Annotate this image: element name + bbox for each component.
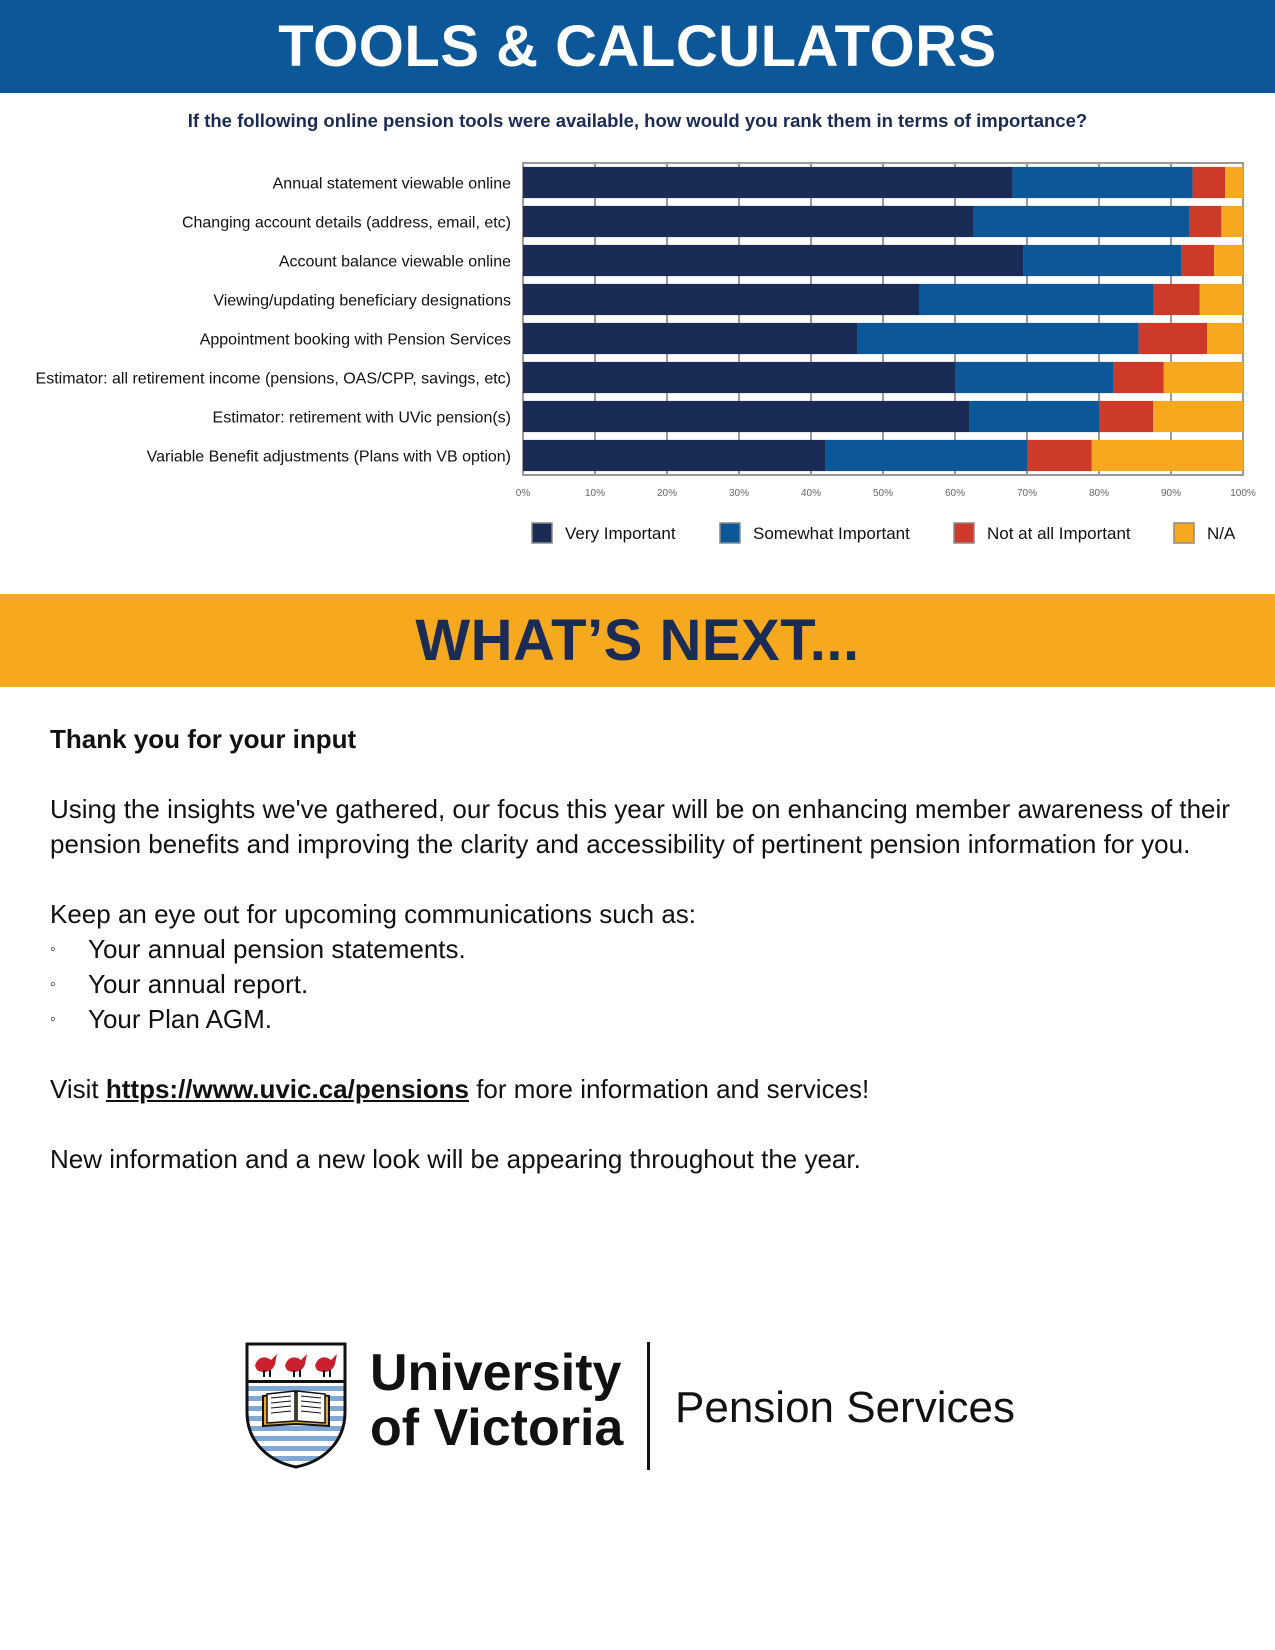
bar-segment	[955, 362, 1113, 393]
x-tick-label: 100%	[1230, 488, 1256, 499]
bar-segment	[1214, 245, 1243, 276]
bar-segment	[523, 401, 969, 432]
bar-segment	[1139, 323, 1207, 354]
bar-segment	[1225, 167, 1243, 198]
x-tick-label: 70%	[1016, 488, 1038, 499]
bar-segment	[523, 440, 825, 471]
insights-paragraph: Using the insights we've gathered, our focus this year will be on enhancing member awareness of their pension benefits and improving the clarity and accessibility of pertinent pension information for you.	[50, 794, 1230, 859]
bar-segment	[1099, 401, 1153, 432]
x-tick-label: 60%	[944, 488, 966, 499]
bullet-icon: ◦	[50, 976, 56, 993]
bar-segment	[523, 245, 1023, 276]
category-label: Viewing/updating beneficiary designations	[213, 292, 511, 310]
uvic-crest-icon	[243, 1340, 349, 1470]
bar-segment	[1027, 440, 1092, 471]
category-label: Account balance viewable online	[278, 253, 511, 271]
x-tick-label: 90%	[1160, 488, 1182, 499]
bar-segment	[1182, 245, 1214, 276]
bar-segment	[1193, 167, 1225, 198]
bullet-icon: ◦	[50, 941, 56, 958]
bar-segment	[858, 323, 1139, 354]
bar-segment	[523, 206, 973, 237]
x-tick-label: 20%	[656, 488, 678, 499]
stacked-bar-chart	[0, 155, 1275, 555]
bar-segment	[1092, 440, 1243, 471]
legend-label: Not at all Important	[987, 524, 1131, 543]
list-item: ◦ Your Plan AGM.	[50, 1002, 1240, 1037]
university-wordmark: University of Victoria	[370, 1344, 624, 1457]
content-heading: Thank you for your input	[50, 724, 357, 754]
bar-segment	[1164, 362, 1243, 393]
bar-segment	[1153, 401, 1243, 432]
list-intro: Keep an eye out for upcoming communications such as:	[50, 899, 697, 929]
x-tick-label: 80%	[1088, 488, 1110, 499]
bar-segment	[1113, 362, 1163, 393]
list-item: ◦ Your annual report.	[50, 967, 1240, 1002]
bar-segment	[1023, 245, 1181, 276]
legend-swatch	[532, 523, 552, 543]
logo-divider	[647, 1342, 650, 1470]
bar-segment	[1200, 284, 1243, 315]
header-banner	[0, 0, 1275, 93]
whats-next-banner	[0, 594, 1275, 687]
visit-line: Visit https://www.uvic.ca/pensions for more information and services!	[50, 1074, 870, 1104]
page-title: TOOLS & CALCULATORS	[278, 14, 997, 79]
category-label: Appointment booking with Pension Services	[199, 331, 511, 349]
legend-label: Somewhat Important	[753, 524, 910, 543]
category-label: Variable Benefit adjustments (Plans with VB option)	[146, 448, 511, 466]
bar-segment	[1013, 167, 1193, 198]
legend-swatch	[1174, 523, 1194, 543]
bar-segment	[523, 167, 1013, 198]
x-tick-label: 10%	[584, 488, 606, 499]
x-tick-label: 30%	[728, 488, 750, 499]
bar-segment	[1207, 323, 1243, 354]
bar-segment	[825, 440, 1027, 471]
bar-segment	[523, 362, 955, 393]
closing-paragraph: New information and a new look will be appearing throughout the year.	[50, 1144, 861, 1174]
chart-question: If the following online pension tools were available, how would you rank them in terms of importance?	[187, 110, 1088, 131]
category-label: Estimator: all retirement income (pensions, OAS/CPP, savings, etc)	[35, 370, 511, 388]
x-tick-label: 40%	[800, 488, 822, 499]
bar-segment	[523, 284, 919, 315]
uvic-logo	[243, 1340, 1033, 1475]
list-item: ◦ Your annual pension statements.	[50, 932, 1240, 967]
bar-segment	[523, 323, 858, 354]
x-tick-label: 50%	[872, 488, 894, 499]
legend-swatch	[954, 523, 974, 543]
legend-swatch	[720, 523, 740, 543]
bar-segment	[919, 284, 1153, 315]
bar-segment	[973, 206, 1189, 237]
content-body	[50, 722, 1240, 1177]
bar-segment	[1189, 206, 1221, 237]
bar-segment	[1153, 284, 1200, 315]
bar-segment	[1221, 206, 1243, 237]
legend-label: Very Important	[565, 524, 676, 543]
bar-segment	[969, 401, 1099, 432]
category-label: Annual statement viewable online	[272, 175, 511, 193]
bullet-icon: ◦	[50, 1011, 56, 1028]
pensions-link[interactable]: https://www.uvic.ca/pensions	[105, 1074, 469, 1104]
category-label: Estimator: retirement with UVic pension(s)	[212, 409, 511, 427]
legend-label: N/A	[1207, 524, 1236, 543]
category-label: Changing account details (address, email, etc)	[181, 214, 511, 232]
x-tick-label: 0%	[515, 488, 531, 499]
section-title: WHAT’S NEXT...	[415, 608, 860, 673]
department-name: Pension Services	[675, 1383, 1015, 1432]
communications-list	[50, 932, 1240, 1037]
